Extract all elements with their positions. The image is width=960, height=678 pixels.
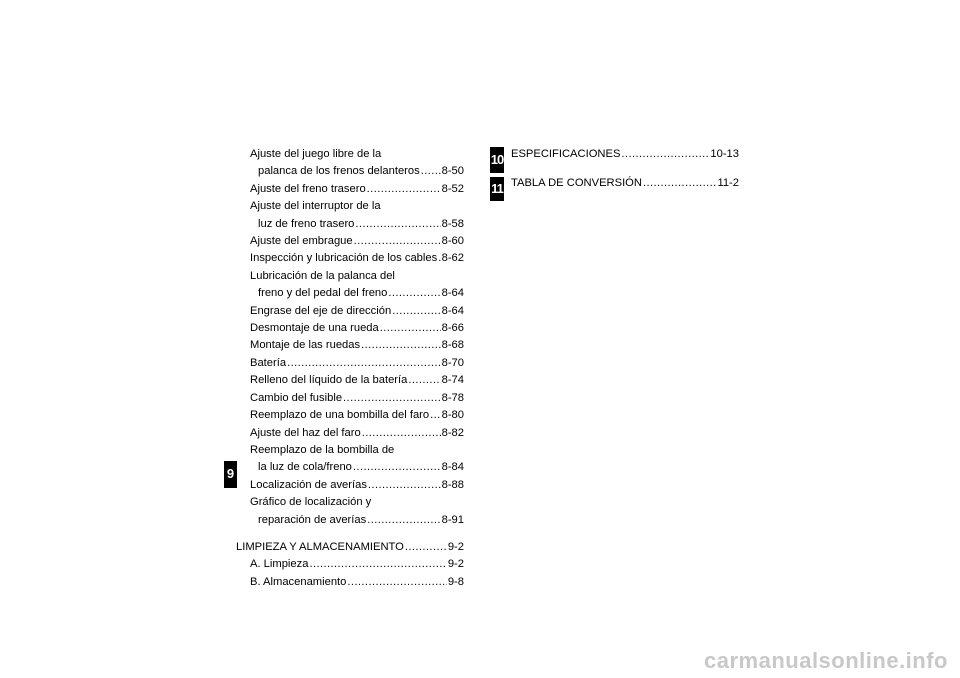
toc-chapter-10[interactable] (511, 146, 739, 163)
toc-chapter-title: LIMPIEZA Y ALMACENAMIENTO (236, 540, 404, 553)
toc-entry[interactable] (250, 459, 464, 476)
toc-entry-label: Inspección y lubricación de los cables (250, 252, 438, 265)
toc-entry[interactable] (250, 320, 464, 337)
leader-dots (380, 320, 441, 337)
toc-page-number: 8-64 (441, 287, 464, 300)
toc-chapter-9[interactable] (236, 539, 464, 556)
leader-dots (361, 337, 441, 354)
toc-entry-label: freno y del pedal del freno (258, 287, 388, 300)
toc-page-number: 8-52 (441, 182, 464, 195)
leader-dots (643, 175, 716, 192)
toc-entry-label: Reemplazo de la bombilla de (250, 443, 395, 456)
toc-page-number: 9-8 (447, 575, 464, 588)
leader-dots (355, 216, 440, 233)
toc-entry-label: Cambio del fusible (250, 391, 343, 404)
toc-entry[interactable] (250, 574, 464, 591)
leader-dots (421, 163, 441, 180)
toc-entry-label: Gráfico de localización y (250, 496, 372, 509)
toc-entry-label: palanca de los frenos delanteros (258, 165, 420, 178)
toc-page-number: 8-66 (441, 322, 464, 335)
toc-entry[interactable] (250, 355, 464, 372)
toc-entry[interactable] (250, 442, 464, 459)
toc-page-number: 8-70 (441, 356, 464, 369)
toc-entry-label: reparación de averías (258, 513, 367, 526)
watermark: carmanualsonline.info (704, 648, 948, 673)
toc-entry[interactable] (250, 198, 464, 215)
toc-entry-label: Ajuste del interruptor de la (250, 200, 381, 213)
toc-left-column (236, 146, 464, 591)
toc-entry-label: Reemplazo de una bombilla del faro (250, 409, 430, 422)
toc-page-number: 8-82 (441, 426, 464, 439)
toc-page-number: 11-2 (717, 177, 739, 190)
toc-entry-label: Relleno del líquido de la batería (250, 374, 408, 387)
leader-dots (347, 574, 446, 591)
toc-page-number: 8-88 (441, 478, 464, 491)
toc-page-number: 8-91 (441, 513, 464, 526)
toc-entry-label: Lubricación de la palanca del (250, 269, 395, 282)
toc-entry[interactable] (250, 425, 464, 442)
toc-page-number: 8-84 (441, 461, 464, 474)
toc-page-number: 8-68 (441, 339, 464, 352)
toc-page-number: 10-13 (710, 148, 739, 160)
leader-dots (392, 303, 440, 320)
toc-entry-label: Engrase del eje de dirección (250, 304, 392, 317)
spacer (250, 529, 464, 539)
leader-dots (621, 146, 709, 163)
toc-entry[interactable] (250, 146, 464, 163)
toc-entry-label: Desmontaje de una rueda (250, 322, 379, 335)
toc-page-number: 8-62 (441, 252, 464, 265)
leader-dots (309, 556, 446, 573)
toc-entry[interactable] (250, 390, 464, 407)
leader-dots (367, 512, 440, 529)
toc-entry-label: la luz de cola/freno (258, 461, 352, 474)
toc-entry[interactable] (250, 337, 464, 354)
toc-entry[interactable] (250, 233, 464, 250)
leader-dots (430, 407, 440, 424)
toc-entry-label: A. Limpieza (250, 558, 309, 571)
leader-dots (367, 181, 441, 198)
leader-dots (438, 250, 440, 267)
leader-dots (388, 285, 440, 302)
toc-entry[interactable] (250, 163, 464, 180)
leader-dots (354, 233, 441, 250)
leader-dots (362, 425, 441, 442)
toc-page-number: 8-64 (441, 304, 464, 317)
toc-page-number: 8-74 (441, 374, 464, 387)
toc-entry-label: Montaje de las ruedas (250, 339, 361, 352)
toc-page-number: 9-2 (447, 540, 464, 553)
leader-dots (405, 539, 447, 556)
toc-entry[interactable] (250, 556, 464, 573)
toc-page-number: 8-50 (441, 165, 464, 178)
toc-entry-label: Ajuste del freno trasero (250, 182, 366, 195)
toc-page-number: 8-58 (441, 217, 464, 230)
toc-entry[interactable] (250, 285, 464, 302)
toc-entry-label: luz de freno trasero (258, 217, 355, 230)
toc-entry-label: Ajuste del haz del faro (250, 426, 361, 439)
toc-entry[interactable] (250, 303, 464, 320)
toc-entry[interactable] (250, 512, 464, 529)
toc-entry[interactable] (250, 250, 464, 267)
toc-entry[interactable] (250, 477, 464, 494)
toc-entry-label: Ajuste del embrague (250, 235, 353, 248)
toc-entry-label: B. Almacenamiento (250, 575, 347, 588)
toc-entry-list (250, 146, 464, 529)
toc-entry-label: Ajuste del juego libre de la (250, 148, 382, 160)
leader-dots (353, 459, 441, 476)
leader-dots (343, 390, 441, 407)
chapter-tab-9[interactable]: 9 (224, 461, 237, 488)
toc-entry[interactable] (250, 494, 464, 511)
toc-page-number: 9-2 (447, 558, 464, 571)
chapter-tab-11[interactable]: 11 (490, 177, 504, 201)
leader-dots (368, 477, 441, 494)
leader-dots (408, 372, 440, 389)
toc-right-column (511, 146, 739, 193)
toc-chapter-11[interactable] (511, 175, 739, 192)
toc-chapter-title: ESPECIFICACIONES (511, 148, 621, 160)
toc-entry[interactable] (250, 372, 464, 389)
toc-entry[interactable] (250, 216, 464, 233)
leader-dots (287, 355, 441, 372)
toc-page-number: 8-80 (441, 409, 464, 422)
toc-entry-label: Localización de averías (250, 478, 367, 491)
spacer (511, 163, 739, 175)
toc-entry[interactable] (250, 181, 464, 198)
toc-entry[interactable] (250, 407, 464, 424)
toc-page-number: 8-60 (441, 235, 464, 248)
toc-chapter-title: TABLA DE CONVERSIÓN (511, 177, 642, 190)
toc-page-number: 8-78 (441, 391, 464, 404)
toc-entry[interactable] (250, 268, 464, 285)
toc-entry-label: Batería (250, 356, 287, 369)
chapter-tab-10[interactable]: 10 (490, 147, 504, 173)
